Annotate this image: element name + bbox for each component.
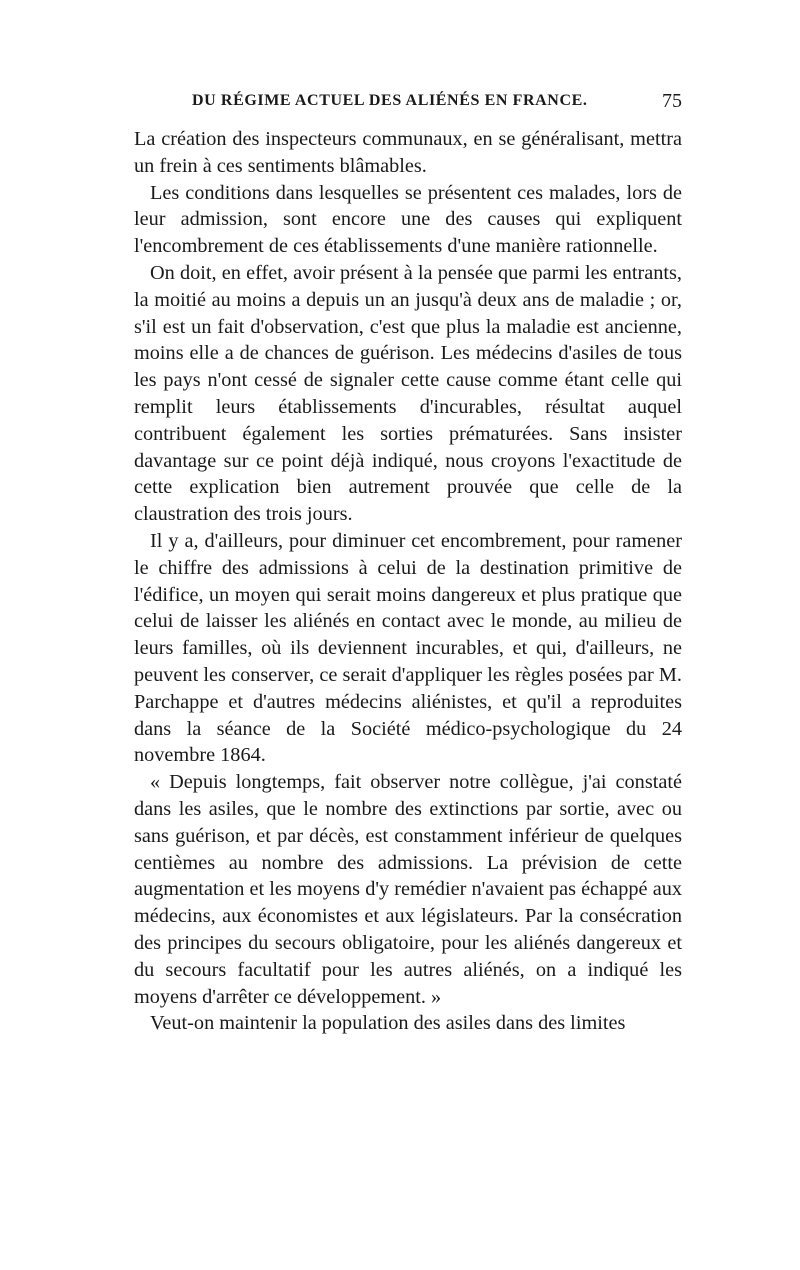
body-text — [134, 126, 682, 1037]
paragraph-parchappe-quote: « Depuis longtemps, fait observer notre collègue, j'ai constaté dans les asiles, que le nombre des extinctions par sortie, avec ou sans guérison, et par décès, est constamment inférieur de quelques centièmes au nombre des admissions. La prévision de cette augmentation et les moyens d'y remédier n'avaient pas échappé aux médecins, aux économistes et aux législateurs. Par la consécration des principes du secours obligatoire, pour les aliénés dangereux et du secours facultatif pour les autres aliénés, on a indiqué les moyens d'arrêter ce développement. » — [134, 771, 682, 1008]
running-head — [134, 92, 682, 118]
page-number: 75 — [662, 90, 682, 112]
paragraph-overcrowding-remedy: Il y a, d'ailleurs, pour diminuer cet encombrement, pour ramener le chiffre des admissions à celui de la destination primitive de l'édifice, un moyen qui serait moins dangereux et plus pratique que celui de laisser les aliénés en contact avec le monde, au milieu de leurs familles, où ils deviennent incurables, et qui, d'ailleurs, ne peuvent les conserver, ce serait d'appliquer les règles posées par M. Parchappe et d'autres médecins aliénistes, et qu'il a reproduites dans la séance de la Société médico-psychologique du 24 novembre 1864. — [134, 529, 682, 767]
paragraph-continuation: La création des inspecteurs communaux, en se généralisant, mettra un frein à ces sentiments blâmables. — [134, 128, 682, 177]
paragraph-admission-conditions: Les conditions dans lesquelles se présentent ces malades, lors de leur admission, sont encore une des causes qui expliquent l'encombrement de ces établissements d'une manière rationnelle. — [134, 181, 682, 258]
paragraph-population-limits: Veut-on maintenir la population des asiles dans des limites — [150, 1012, 626, 1035]
paragraph-disease-duration: On doit, en effet, avoir présent à la pensée que parmi les entrants, la moitié au moins a depuis un an jusqu'à deux ans de maladie ; or, s'il est un fait d'observation, c'est que plus la maladie est ancienne, moins elle a de chances de guérison. Les médecins d'asiles de tous les pays n'ont cessé de signaler cette cause comme étant celle qui remplit leurs établissements d'incurables, résultat auquel contribuent également les sorties prématurées. Sans insister davantage sur ce point déjà indiqué, nous croyons l'exactitude de cette explication bien autrement prouvée que celle de la claustration des trois jours. — [134, 261, 682, 526]
running-title: DU RÉGIME ACTUEL DES ALIÉNÉS EN FRANCE. — [192, 92, 588, 109]
